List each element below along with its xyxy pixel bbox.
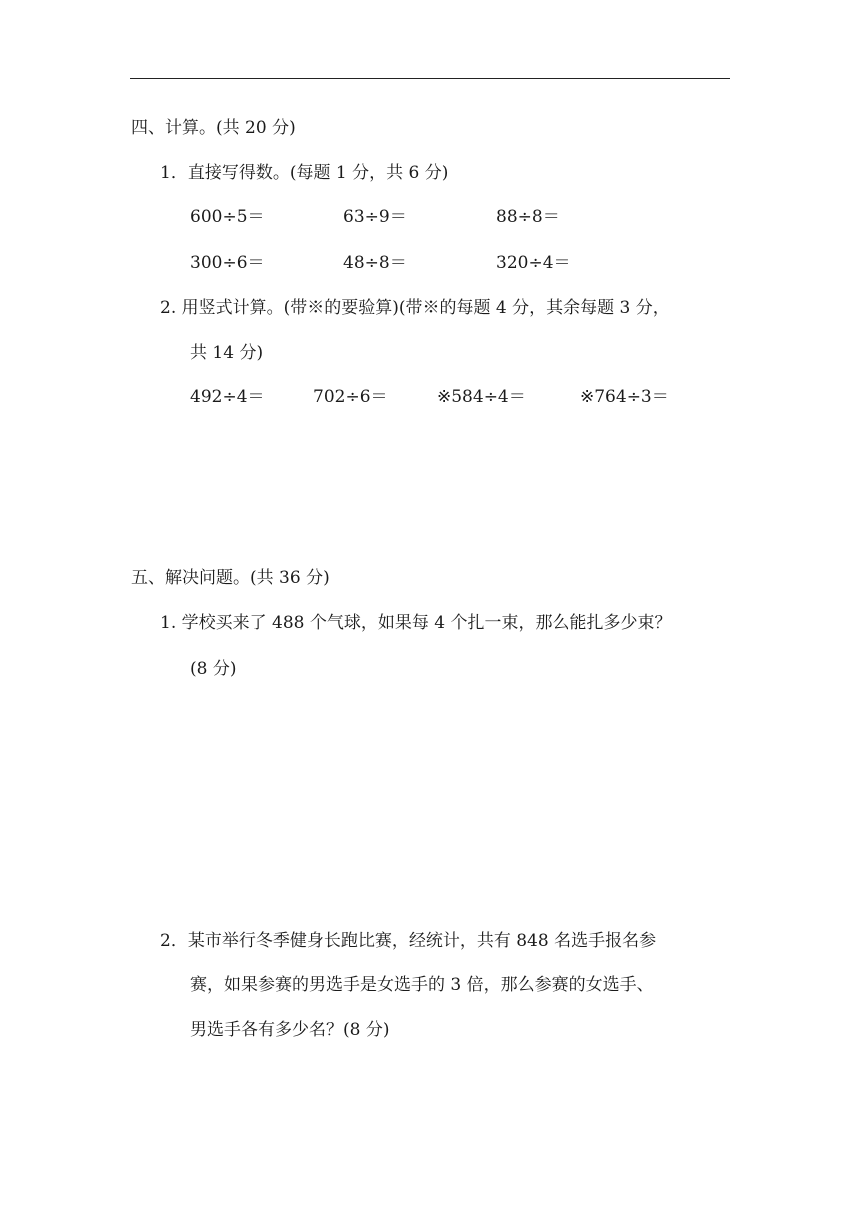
s5-q2-line3: 男选手各有多少名？(8 分) (190, 1020, 390, 1040)
s4-q1-r2-c3: 320÷4＝ (496, 253, 571, 273)
section-4-title: 四、计算。(共 20 分) (131, 118, 296, 138)
s4-q2-eq-3: ※584÷4＝ (437, 387, 526, 407)
s5-q2-line2: 赛，如果参赛的男选手是女选手的 3 倍，那么参赛的女选手、 (190, 975, 654, 995)
section-5-title: 五、解决问题。(共 36 分) (131, 568, 330, 588)
s4-q1-r1-c1: 600÷5＝ (190, 207, 265, 227)
s4-q2-title-line2: 共 14 分) (190, 343, 264, 363)
s4-q2-eq-4: ※764÷3＝ (580, 387, 669, 407)
s4-q1-title: 1．直接写得数。(每题 1 分，共 6 分) (160, 163, 449, 183)
s4-q2-eq-2: 702÷6＝ (313, 387, 388, 407)
s4-q2-eq-1: 492÷4＝ (190, 387, 265, 407)
s5-q1-line2: (8 分) (190, 659, 237, 679)
s5-q2-line1: 2．某市举行冬季健身长跑比赛，经统计，共有 848 名选手报名参 (160, 931, 657, 951)
s4-q2-title-line1: 2. 用竖式计算。(带※的要验算)(带※的每题 4 分，其余每题 3 分， (160, 298, 670, 318)
s4-q1-r2-c2: 48÷8＝ (343, 253, 407, 273)
s4-q1-r2-c1: 300÷6＝ (190, 253, 265, 273)
s4-q1-r1-c3: 88÷8＝ (496, 207, 560, 227)
s4-q1-r1-c2: 63÷9＝ (343, 207, 407, 227)
s5-q1-line1: 1. 学校买来了 488 个气球，如果每 4 个扎一束，那么能扎多少束？ (160, 613, 672, 633)
header-rule (130, 78, 730, 79)
